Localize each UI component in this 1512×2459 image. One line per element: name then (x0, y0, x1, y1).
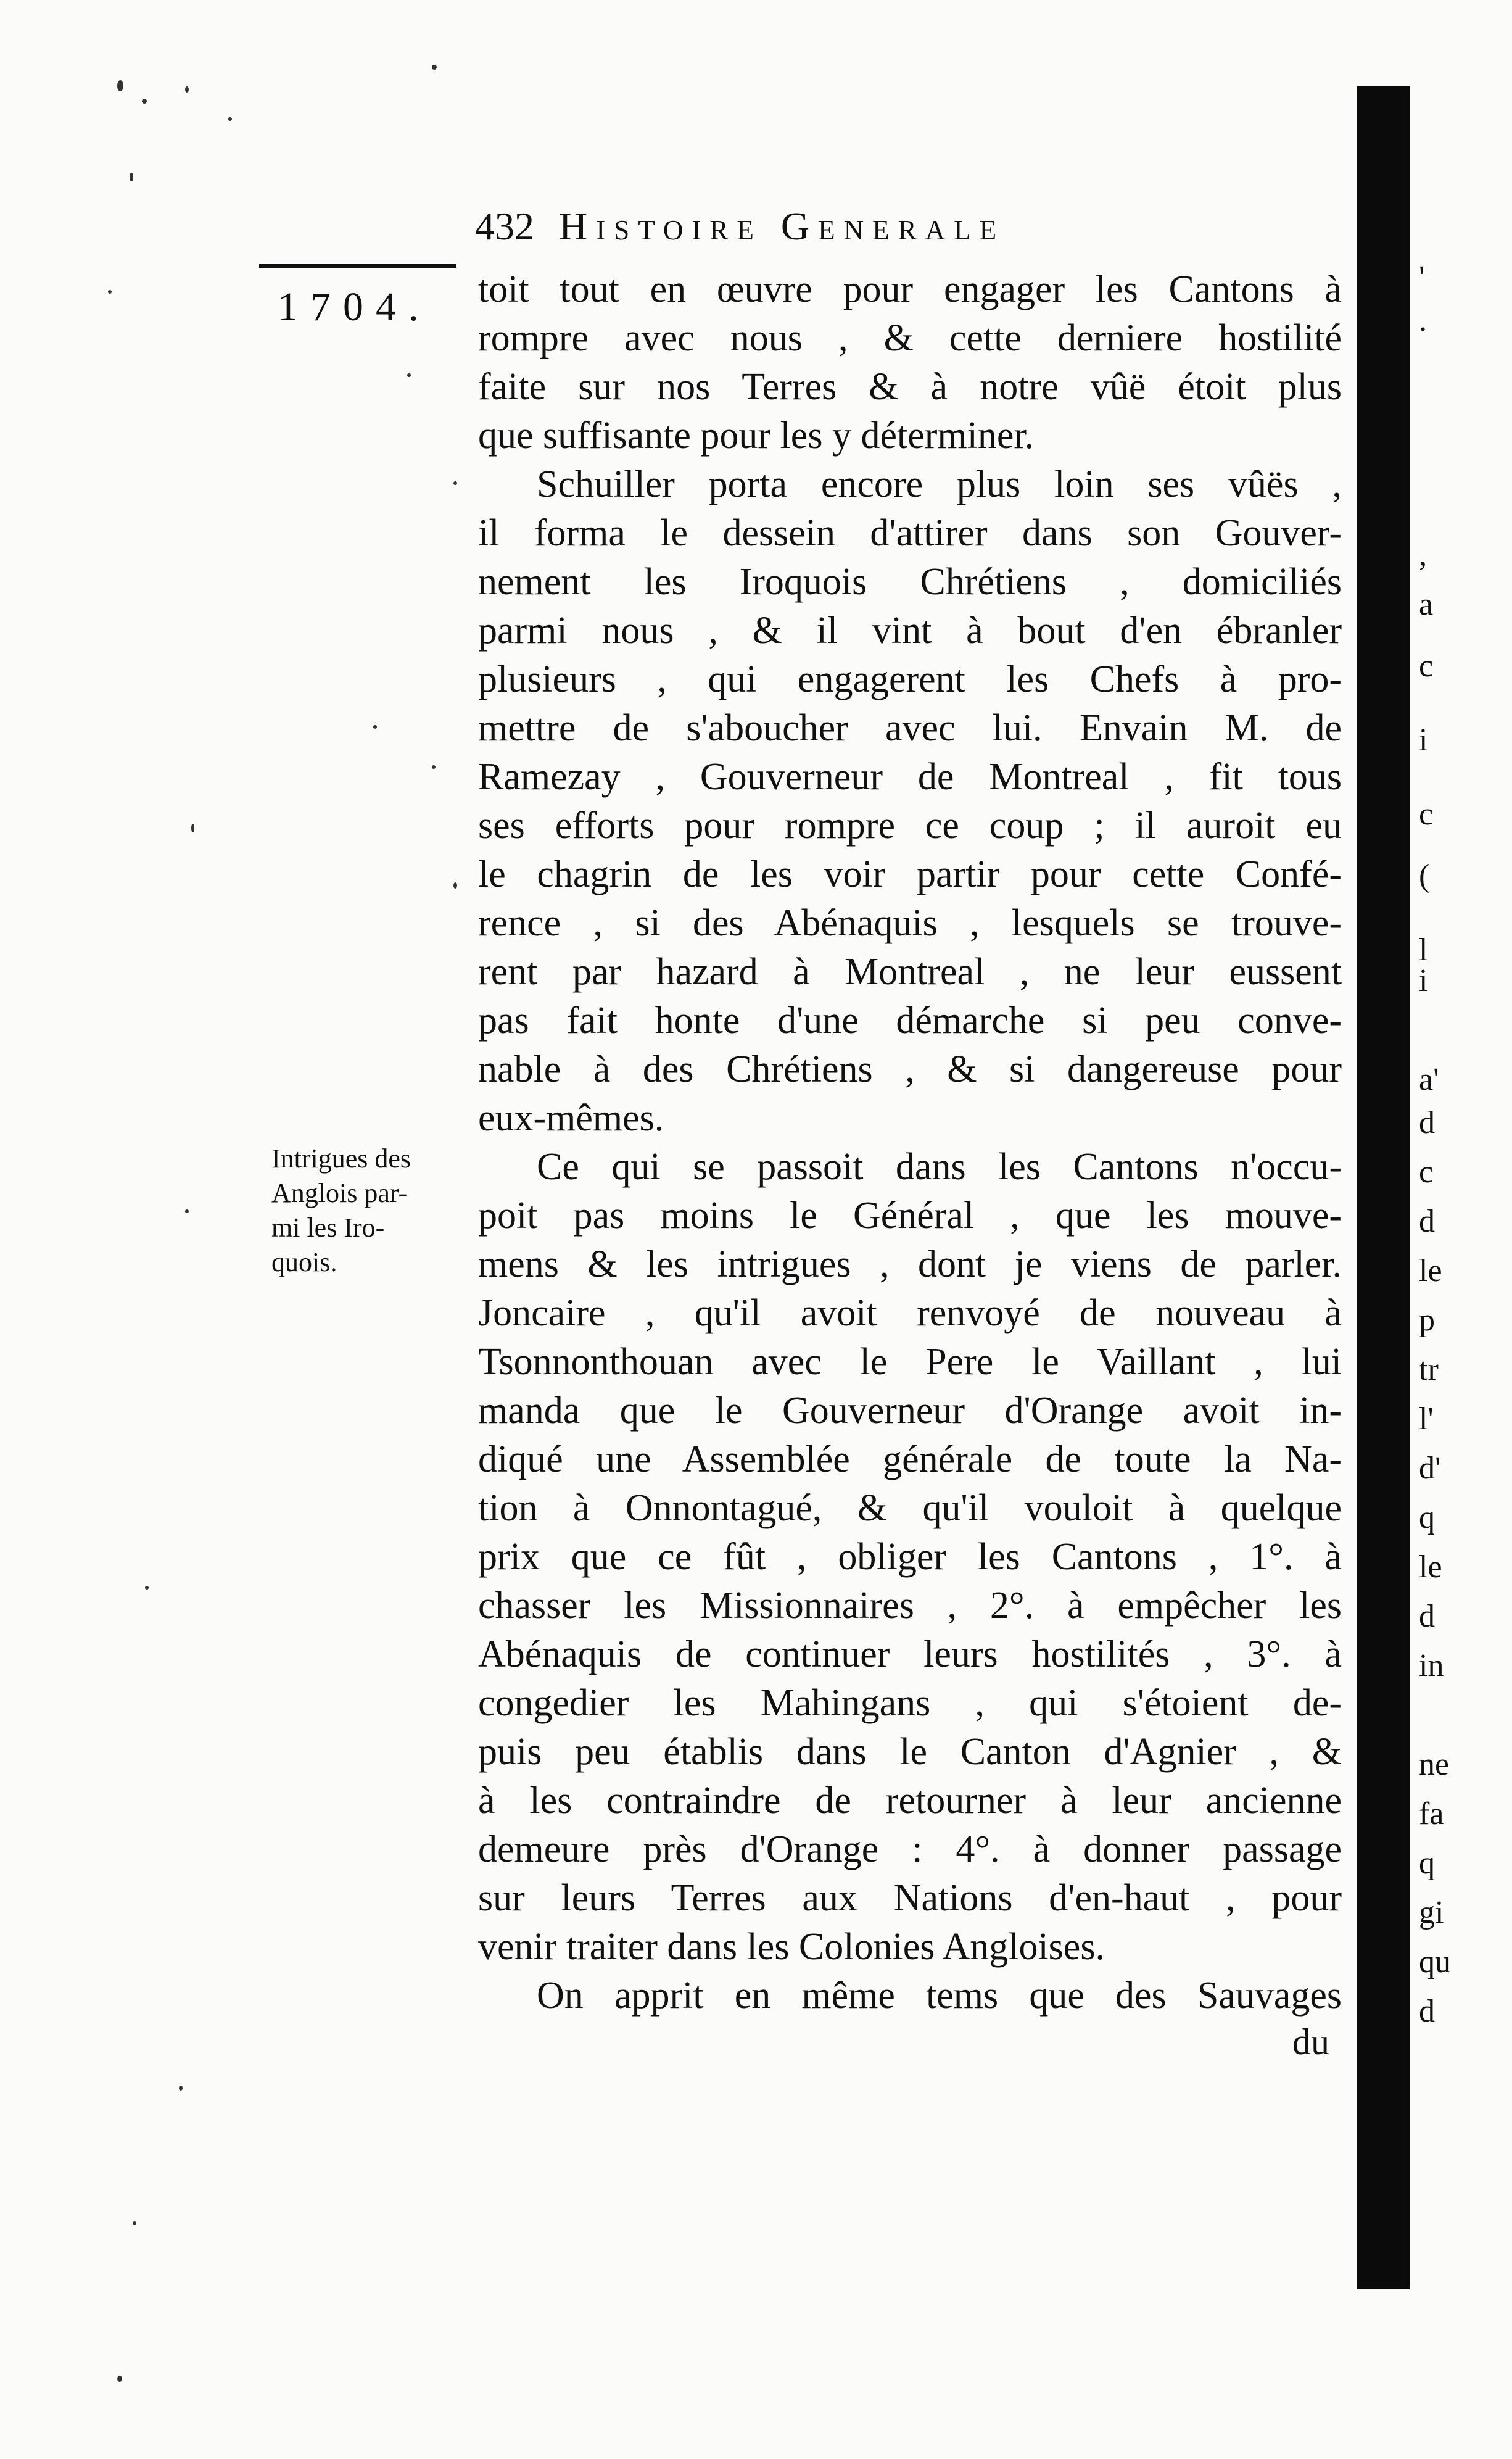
catchword: du (1292, 2022, 1329, 2062)
margin-speck (432, 765, 436, 769)
text-line: manda que le Gouverneur d'Orange avoit in- (478, 1390, 1342, 1432)
facing-page-fragment: d (1419, 1204, 1435, 1239)
facing-page-fragment: . (1419, 303, 1427, 338)
facing-page-fragment: l' (1419, 1401, 1434, 1437)
text-line: sur leurs Terres aux Nations d'en-haut , pour (478, 1877, 1342, 1919)
text-line: Tsonnonthouan avec le Pere le Vaillant , lui (478, 1341, 1342, 1383)
text-line: Ce qui se passoit dans les Cantons n'occu- (537, 1146, 1342, 1188)
text-line: à les contraindre de retourner à leur ancienne (478, 1780, 1342, 1822)
margin-side-note (271, 1142, 494, 1280)
facing-page-fragment: l (1419, 932, 1428, 968)
margin-speck (185, 1209, 189, 1213)
margin-speck (185, 86, 189, 93)
text-line: congedier les Mahingans , qui s'étoient de- (478, 1682, 1342, 1724)
facing-page-fragment: p (1419, 1303, 1435, 1338)
facing-page-fragment: qu (1419, 1944, 1451, 1980)
text-line: mens & les intrigues , dont je viens de parler. (478, 1243, 1342, 1285)
margin-speck (373, 725, 377, 729)
margin-speck (133, 2221, 136, 2225)
text-line: Joncaire , qu'il avoit renvoyé de nouveau à (478, 1292, 1342, 1334)
binding-shadow (1357, 86, 1410, 2289)
running-title: Histoire Generale (559, 204, 1006, 248)
text-line: tion à Onnontagué, & qu'il vouloit à quelque (478, 1487, 1342, 1529)
facing-page-fragment: tr (1419, 1352, 1439, 1387)
facing-page-fragment: i (1419, 723, 1428, 758)
facing-page-edge (1419, 0, 1512, 2459)
text-line: Abénaquis de continuer leurs hostilités , 3°. à (478, 1633, 1342, 1675)
text-line: ses efforts pour rompre ce coup ; il auroit eu (478, 805, 1342, 847)
text-line: il forma le dessein d'attirer dans son Gouver- (478, 512, 1342, 554)
facing-page-fragment: ' (1419, 260, 1425, 295)
text-line: eux-mêmes. (478, 1097, 664, 1139)
facing-page-fragment: c (1419, 1155, 1434, 1190)
facing-page-fragment: in (1419, 1648, 1444, 1683)
margin-year: 1704. (278, 284, 431, 330)
facing-page-fragment: le (1419, 1549, 1442, 1585)
text-line: nable à des Chrétiens , & si dangereuse pour (478, 1048, 1342, 1090)
text-line: mettre de s'aboucher avec lui. Envain M. de (478, 707, 1342, 749)
text-line: que suffisante pour les y déterminer. (478, 415, 1035, 457)
margin-speck (432, 65, 437, 70)
margin-speck (179, 2086, 183, 2091)
margin-speck (117, 2376, 122, 2382)
text-line: On apprit en même tems que des Sauvages (537, 1975, 1342, 2017)
side-note-line: Anglois par- (271, 1178, 408, 1208)
facing-page-fragment: ne (1419, 1747, 1450, 1782)
side-note-line: Intrigues des (271, 1143, 411, 1174)
facing-page-fragment: d (1419, 1599, 1435, 1634)
facing-page-fragment: q (1419, 1846, 1435, 1881)
header-rule (259, 264, 456, 268)
margin-speck (130, 173, 133, 181)
text-line: venir traiter dans les Colonies Angloises. (478, 1926, 1105, 1968)
facing-page-fragment: c (1419, 649, 1434, 684)
text-line: demeure près d'Orange : 4°. à donner passage (478, 1828, 1342, 1870)
margin-speck (453, 882, 457, 889)
text-line: chasser les Missionnaires , 2°. à empêcher les (478, 1585, 1342, 1627)
margin-speck (453, 481, 457, 485)
facing-page-fragment: gi (1419, 1895, 1444, 1930)
margin-speck (191, 824, 194, 832)
text-line: faite sur nos Terres & à notre vûë étoit plus (478, 366, 1342, 408)
text-line: Schuiller porta encore plus loin ses vûës , (537, 463, 1342, 505)
text-line: toit tout en œuvre pour engager les Cantons à (478, 268, 1342, 310)
facing-page-fragment: d (1419, 1105, 1435, 1140)
margin-speck (407, 373, 411, 377)
text-line: pas fait honte d'une démarche si peu conve- (478, 1000, 1342, 1042)
text-line: puis peu établis dans le Canton d'Agnier , & (478, 1731, 1342, 1773)
text-line: le chagrin de les voir partir pour cette Confé- (478, 853, 1342, 895)
text-line: rent par hazard à Montreal , ne leur eussent (478, 951, 1342, 993)
text-line: rence , si des Abénaquis , lesquels se trouve- (478, 902, 1342, 944)
facing-page-fragment: d (1419, 1994, 1435, 2029)
page-number: 432 (475, 204, 534, 248)
text-line: plusieurs , qui engagerent les Chefs à pro- (478, 658, 1342, 700)
text-line: Ramezay , Gouverneur de Montreal , fit tous (478, 756, 1342, 798)
facing-page-fragment: d' (1419, 1451, 1441, 1486)
side-note-line: mi les Iro- (271, 1213, 385, 1243)
text-line: parmi nous , & il vint à bout d'en ébranler (478, 610, 1342, 652)
text-line: nement les Iroquois Chrétiens , domiciliés (478, 561, 1342, 603)
body-text (478, 265, 1342, 2020)
margin-speck (117, 80, 123, 91)
facing-page-fragment: a (1419, 587, 1434, 622)
facing-page-fragment: i (1419, 963, 1428, 998)
facing-page-fragment: , (1419, 537, 1427, 573)
facing-page-fragment: fa (1419, 1796, 1444, 1831)
facing-page-fragment: q (1419, 1500, 1435, 1535)
text-line: diqué une Assemblée générale de toute la Na- (478, 1438, 1342, 1480)
text-line: poit pas moins le Général , que les mouve- (478, 1195, 1342, 1237)
margin-speck (228, 117, 232, 121)
facing-page-fragment: le (1419, 1253, 1442, 1288)
running-header (475, 204, 1252, 259)
margin-speck (145, 1586, 149, 1590)
margin-speck (108, 290, 112, 294)
facing-page-fragment: a' (1419, 1062, 1439, 1097)
text-line: prix que ce fût , obliger les Cantons , 1°. à (478, 1536, 1342, 1578)
facing-page-fragment: ( (1419, 858, 1430, 894)
facing-page-fragment: c (1419, 797, 1434, 832)
text-line: rompre avec nous , & cette derniere hostilité (478, 317, 1342, 359)
side-note-line: quois. (271, 1247, 337, 1277)
margin-speck (142, 99, 147, 104)
